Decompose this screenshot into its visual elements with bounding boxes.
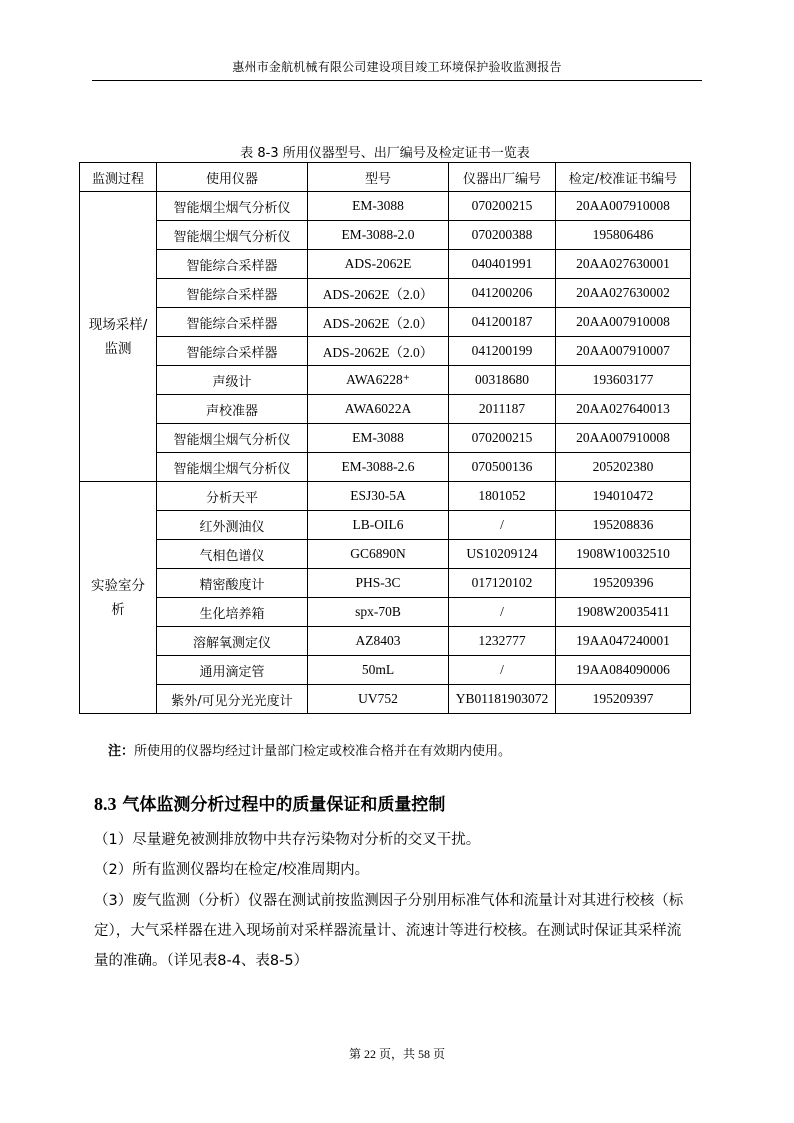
instrument-name-cell: 智能烟尘烟气分析仪 — [157, 192, 308, 221]
model-cell: AWA6228⁺ — [308, 366, 449, 395]
paragraph-2: （2）所有监测仪器均在检定/校准周期内。 — [94, 862, 370, 878]
instrument-name-cell: 智能烟尘烟气分析仪 — [157, 453, 308, 482]
column-header-instrument: 使用仪器 — [157, 163, 308, 192]
instrument-table — [79, 162, 691, 714]
table-row — [80, 250, 691, 279]
table-row — [80, 337, 691, 366]
certificate-number-cell: 193603177 — [556, 366, 691, 395]
instrument-name-cell: 智能烟尘烟气分析仪 — [157, 221, 308, 250]
certificate-number-cell: 20AA007910008 — [556, 308, 691, 337]
model-cell: EM-3088-2.0 — [308, 221, 449, 250]
model-cell: EM-3088 — [308, 424, 449, 453]
certificate-number-cell: 194010472 — [556, 482, 691, 511]
instrument-name-cell: 生化培养箱 — [157, 598, 308, 627]
instrument-name-cell: 分析天平 — [157, 482, 308, 511]
model-cell: ADS-2062E（2.0） — [308, 308, 449, 337]
certificate-number-cell: 195209396 — [556, 569, 691, 598]
serial-number-cell: 041200199 — [449, 337, 556, 366]
page-number: 第 22 页，共 58 页 — [348, 1047, 445, 1061]
serial-number-cell: YB01181903072 — [449, 685, 556, 714]
model-cell: GC6890N — [308, 540, 449, 569]
serial-number-cell: 00318680 — [449, 366, 556, 395]
certificate-number-cell: 205202380 — [556, 453, 691, 482]
instrument-name-cell: 智能综合采样器 — [157, 337, 308, 366]
report-header-title: 惠州市金航机械有限公司建设项目竣工环境保护验收监测报告 — [232, 60, 562, 74]
certificate-number-cell: 20AA027630002 — [556, 279, 691, 308]
serial-number-cell: 040401991 — [449, 250, 556, 279]
model-cell: UV752 — [308, 685, 449, 714]
table-caption: 表 8-3 所用仪器型号、出厂编号及检定证书一览表 — [240, 146, 530, 161]
note-label: 注： — [108, 744, 135, 759]
table-header-row — [80, 163, 691, 192]
certificate-number-cell: 1908W10032510 — [556, 540, 691, 569]
table-row — [80, 308, 691, 337]
model-cell: AZ8403 — [308, 627, 449, 656]
column-header-process: 监测过程 — [80, 163, 157, 192]
serial-number-cell: 2011187 — [449, 395, 556, 424]
section-number: 8.3 — [94, 794, 117, 814]
certificate-number-cell: 19AA047240001 — [556, 627, 691, 656]
table-row — [80, 540, 691, 569]
serial-number-cell: / — [449, 598, 556, 627]
certificate-number-cell: 20AA027630001 — [556, 250, 691, 279]
instrument-name-cell: 精密酸度计 — [157, 569, 308, 598]
table-row — [80, 192, 691, 221]
serial-number-cell: 070500136 — [449, 453, 556, 482]
certificate-number-cell: 20AA007910008 — [556, 424, 691, 453]
instrument-name-cell: 声校准器 — [157, 395, 308, 424]
model-cell: PHS-3C — [308, 569, 449, 598]
model-cell: ESJ30-5A — [308, 482, 449, 511]
serial-number-cell: / — [449, 656, 556, 685]
table-row — [80, 511, 691, 540]
column-header-serial: 仪器出厂编号 — [449, 163, 556, 192]
table-row — [80, 569, 691, 598]
certificate-number-cell: 20AA007910007 — [556, 337, 691, 366]
process-cell: 实验室分析 — [80, 482, 157, 714]
model-cell: spx-70B — [308, 598, 449, 627]
paragraph-3: （3）废气监测（分析）仪器在测试前按监测因子分别用标准气体和流量计对其进行校核（标定），大气采样器在进入现场前对采样器流量计、流速计等进行校核。在测试时保证其采样流量的准确。（详见表8-4、表8-5） — [94, 893, 684, 969]
model-cell: ADS-2062E — [308, 250, 449, 279]
certificate-number-cell: 20AA027640013 — [556, 395, 691, 424]
instrument-name-cell: 智能烟尘烟气分析仪 — [157, 424, 308, 453]
table-row — [80, 598, 691, 627]
model-cell: ADS-2062E（2.0） — [308, 337, 449, 366]
instrument-name-cell: 紫外/可见分光光度计 — [157, 685, 308, 714]
table-row — [80, 424, 691, 453]
certificate-number-cell: 20AA007910008 — [556, 192, 691, 221]
table-row — [80, 685, 691, 714]
serial-number-cell: 041200206 — [449, 279, 556, 308]
serial-number-cell: 070200215 — [449, 192, 556, 221]
header-divider — [92, 80, 702, 81]
serial-number-cell: 017120102 — [449, 569, 556, 598]
serial-number-cell: / — [449, 511, 556, 540]
column-header-model: 型号 — [308, 163, 449, 192]
instrument-name-cell: 声级计 — [157, 366, 308, 395]
serial-number-cell: 041200187 — [449, 308, 556, 337]
instrument-name-cell: 智能综合采样器 — [157, 308, 308, 337]
certificate-number-cell: 195208836 — [556, 511, 691, 540]
model-cell: EM-3088-2.6 — [308, 453, 449, 482]
table-row — [80, 453, 691, 482]
note-text: 所使用的仪器均经过计量部门检定或校准合格并在有效期内使用。 — [134, 744, 512, 759]
table-body — [80, 192, 691, 714]
instrument-name-cell: 溶解氧测定仪 — [157, 627, 308, 656]
process-cell: 现场采样/监测 — [80, 192, 157, 482]
model-cell: AWA6022A — [308, 395, 449, 424]
table-row — [80, 395, 691, 424]
section-heading — [94, 790, 445, 815]
table-note — [108, 740, 511, 759]
table-row — [80, 627, 691, 656]
model-cell: EM-3088 — [308, 192, 449, 221]
section-title: 气体监测分析过程中的质量保证和质量控制 — [122, 795, 446, 815]
table-row — [80, 279, 691, 308]
instrument-name-cell: 通用滴定管 — [157, 656, 308, 685]
instrument-name-cell: 气相色谱仪 — [157, 540, 308, 569]
table-row — [80, 366, 691, 395]
serial-number-cell: US10209124 — [449, 540, 556, 569]
model-cell: 50mL — [308, 656, 449, 685]
instrument-name-cell: 智能综合采样器 — [157, 279, 308, 308]
table-row — [80, 221, 691, 250]
certificate-number-cell: 195209397 — [556, 685, 691, 714]
table-row — [80, 656, 691, 685]
certificate-number-cell: 19AA084090006 — [556, 656, 691, 685]
model-cell: LB-OIL6 — [308, 511, 449, 540]
instrument-name-cell: 智能综合采样器 — [157, 250, 308, 279]
model-cell: ADS-2062E（2.0） — [308, 279, 449, 308]
paragraph-1: （1）尽量避免被测排放物中共存污染物对分析的交叉干扰。 — [94, 832, 481, 848]
serial-number-cell: 070200388 — [449, 221, 556, 250]
serial-number-cell: 1232777 — [449, 627, 556, 656]
serial-number-cell: 070200215 — [449, 424, 556, 453]
table-row — [80, 482, 691, 511]
column-header-certificate: 检定/校准证书编号 — [556, 163, 691, 192]
instrument-name-cell: 红外测油仪 — [157, 511, 308, 540]
serial-number-cell: 1801052 — [449, 482, 556, 511]
certificate-number-cell: 195806486 — [556, 221, 691, 250]
certificate-number-cell: 1908W20035411 — [556, 598, 691, 627]
